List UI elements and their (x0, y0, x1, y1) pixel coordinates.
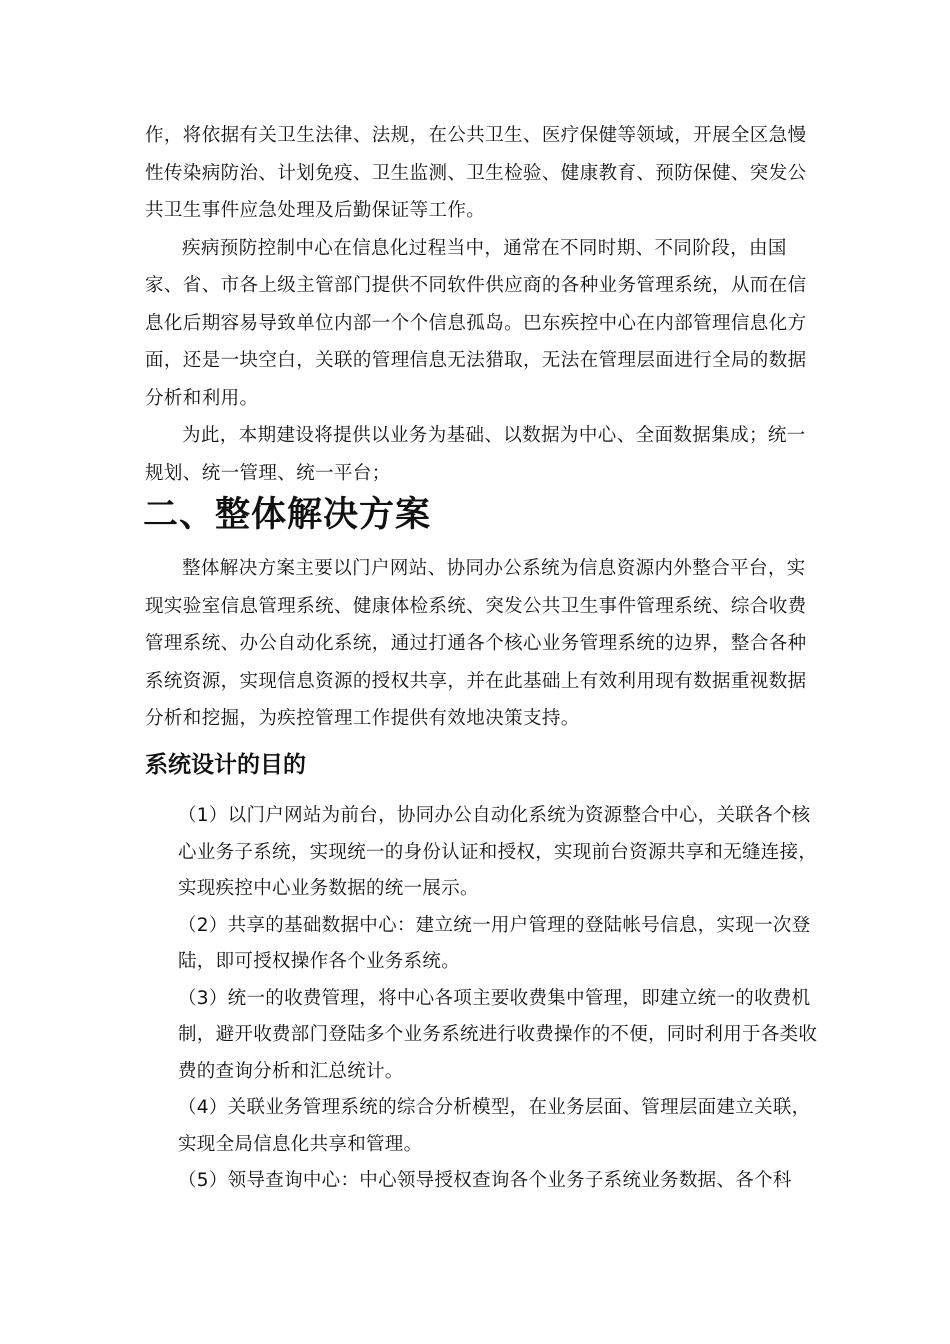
section-heading-solution: 二、整体解决方案 (143, 495, 432, 535)
subsection-heading-goals: 系统设计的目的 (145, 752, 306, 778)
solution-paragraph: 整体解决方案主要以门户网站、协同办公系统为信息资源内外整合平台，实现实验室信息管理系统、健康体检系统、突发公共卫生事件管理系统、综合收费管理系统、办公自动化系统，通过打通各个核心业务管理系统的边界，整合各种系统资源，实现信息资源的授权共享，并在此基础上有效利用现有数据重视数据分析和挖掘，为疾控管理工作提供有效地决策支持。 (145, 558, 807, 729)
list-item: （1）以门户网站为前台，协同办公自动化系统为资源整合中心，关联各个核心业务子系统，实现统一的身份认证和授权，实现前台资源共享和无缝连接，实现疾控中心业务数据的统一展示。 (178, 805, 818, 899)
list-item: （2）共享的基础数据中心：建立统一用户管理的登陆帐号信息，实现一次登陆，即可授权操作各个业务系统。 (178, 914, 811, 972)
solution-section (145, 550, 815, 738)
intro-paragraph-2: 疾病预防控制中心在信息化过程当中，通常在不同时期、不同阶段，由国家、省、市各上级主管部门提供不同软件供应商的各种业务管理系统，从而在信息化后期容易导致单位内部一个个信息孤岛。巴东疾控中心在内部管理信息化方面，还是一块空白，关联的管理信息无法猎取，无法在管理层面进行全局的数据分析和利用。 (145, 237, 807, 409)
list-item: （3）统一的收费管理，将中心各项主要收费集中管理，即建立统一的收费机制，避开收费部门登陆多个业务系统进行收费操作的不便，同时利用于各类收费的查询分析和汇总统计。 (178, 987, 818, 1082)
intro-paragraph-1: 作，将依据有关卫生法律、法规，在公共卫生、医疗保健等领域，开展全区急慢性传染病防治、计划免疫、卫生监测、卫生检验、健康教育、预防保健、突发公共卫生事件应急处理及后勤保证等工作。 (145, 125, 807, 221)
intro-paragraph-3: 为此，本期建设将提供以业务为基础、以数据为中心、全面数据集成；统一规划、统一管理、统一平台； (145, 425, 806, 484)
intro-section (145, 117, 815, 492)
list-item: （4）关联业务管理系统的综合分析模型，在业务层面、管理层面建立关联，实现全局信息化共享和管理。 (178, 1097, 811, 1155)
goals-list (178, 798, 818, 1200)
list-item: （5）领导查询中心：中心领导授权查询各个业务子系统业务数据、各个科 (178, 1170, 792, 1191)
